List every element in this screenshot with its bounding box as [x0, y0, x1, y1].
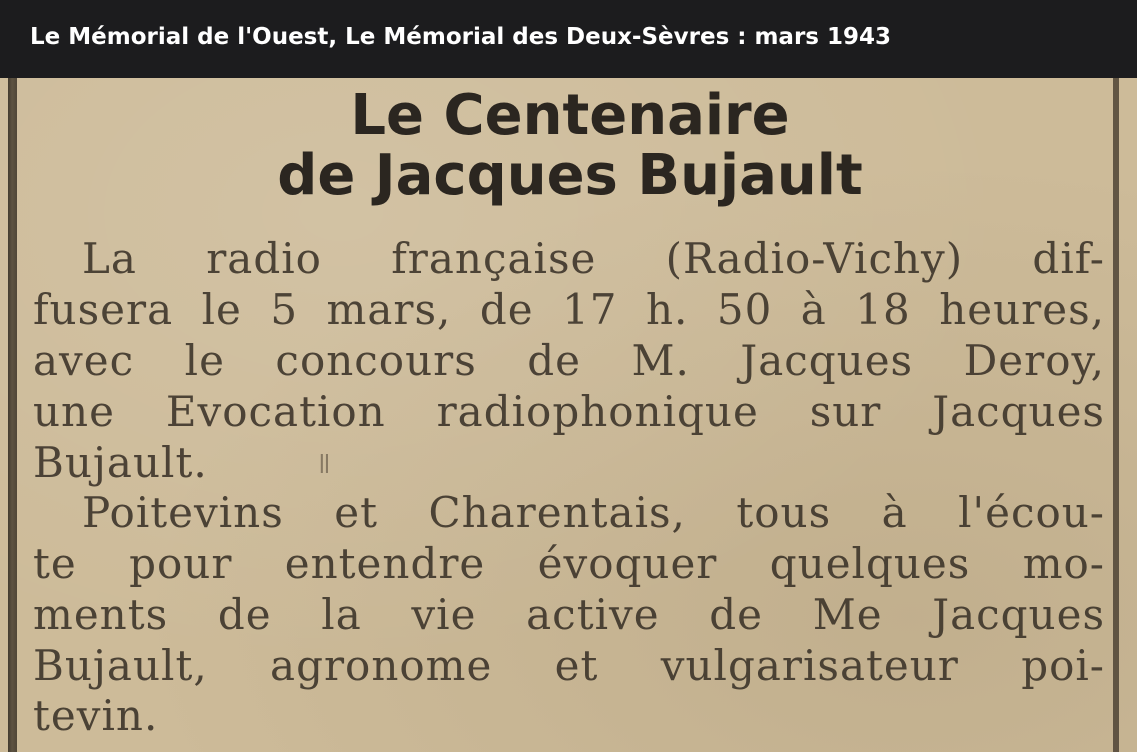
body-line-4: une Evocation radiophonique sur Jacques	[33, 387, 1105, 436]
column-rule-left	[8, 78, 17, 752]
window-title: Le Mémorial de l'Ouest, Le Mémorial des Deux-Sèvres : mars 1943	[30, 24, 892, 50]
print-smudge: ǁ	[318, 450, 331, 480]
body-line-10: tevin.	[33, 691, 159, 740]
headline-line-2: de Jacques Bujault	[277, 143, 863, 208]
column-rule-right	[1113, 78, 1119, 752]
title-bar	[0, 0, 1137, 78]
body-line-3: avec le concours de M. Jacques Deroy,	[33, 336, 1105, 385]
headline-line-1: Le Centenaire	[350, 83, 790, 148]
body-line-5: Bujault.	[33, 438, 208, 487]
body-line-8: ments de la vie active de Me Jacques	[33, 590, 1105, 639]
body-line-9: Bujault, agronome et vulgarisateur poi-	[33, 641, 1105, 690]
body-line-1: La radio française (Radio-Vichy) dif-	[82, 234, 1105, 283]
body-line-2: fusera le 5 mars, de 17 h. 50 à 18 heures,	[33, 285, 1105, 334]
newspaper-clipping	[0, 78, 1137, 752]
body-line-6: Poitevins et Charentais, tous à l'écou-	[82, 488, 1105, 537]
body-line-7: te pour entendre évoquer quelques mo-	[33, 539, 1105, 588]
